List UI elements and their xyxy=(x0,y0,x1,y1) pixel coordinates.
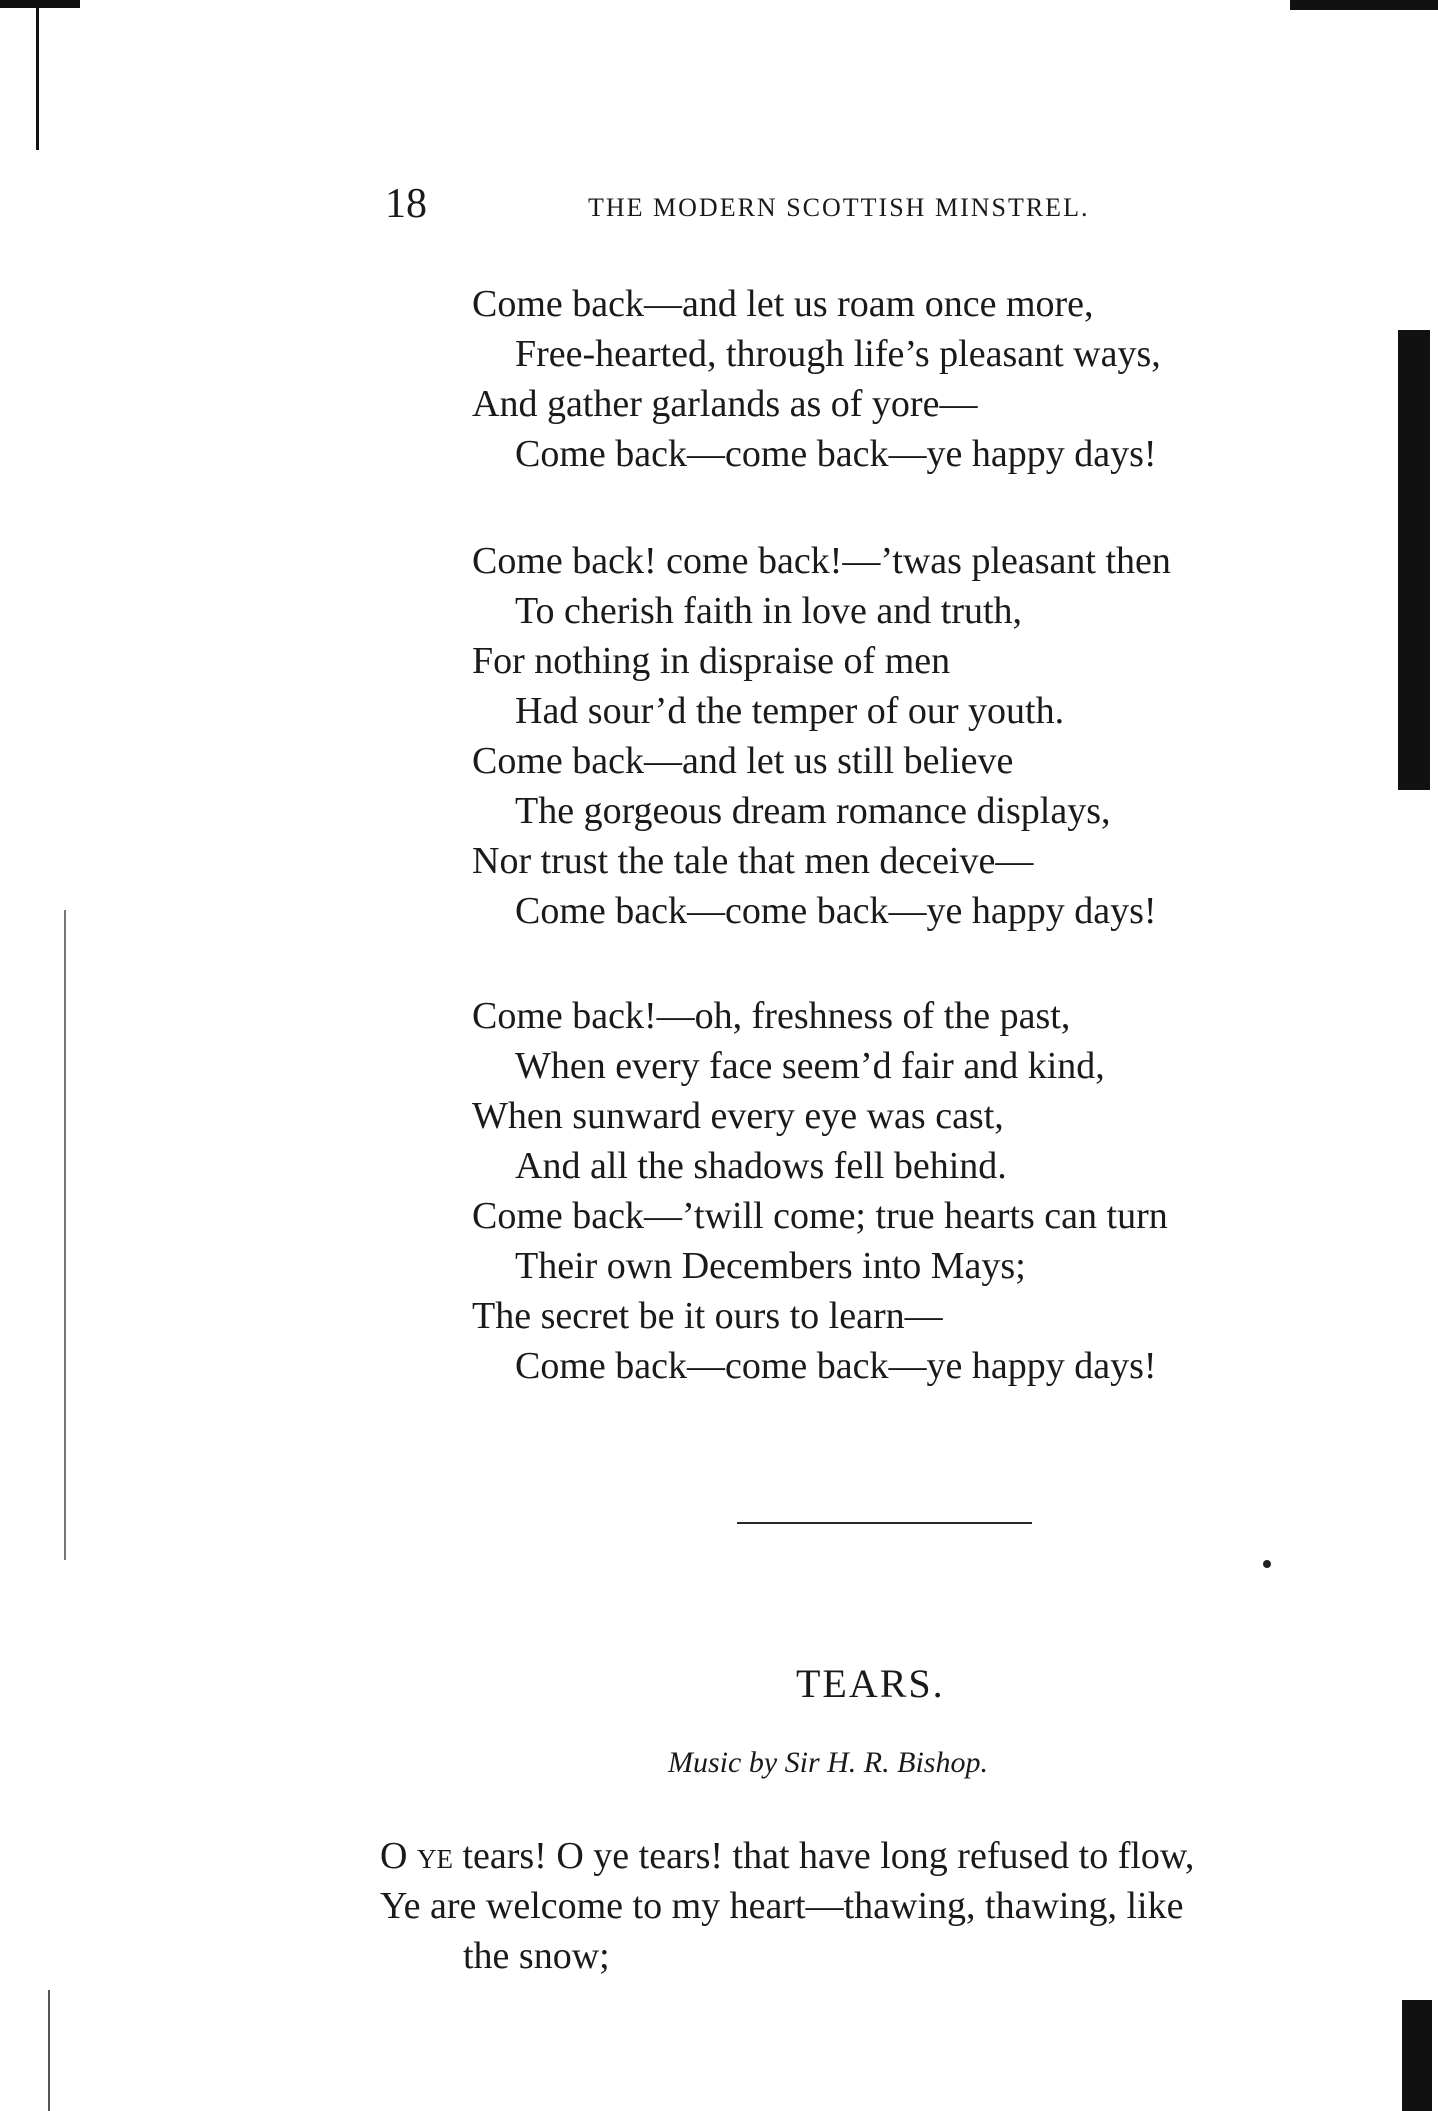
poem-line: Come back! come back!—’twas pleasant then xyxy=(472,540,1171,582)
poem-line: Free-hearted, through life’s pleasant ways, xyxy=(515,333,1161,375)
first-line-rest: tears! O ye tears! that have long refused to flow, xyxy=(462,1835,1195,1877)
poem-line: For nothing in dispraise of men xyxy=(472,640,951,682)
poem-line: Come back—come back—ye happy days! xyxy=(515,1345,1157,1387)
poem-line: Come back!—oh, freshness of the past, xyxy=(472,995,1071,1037)
scan-edge-left-line-3 xyxy=(48,1990,50,2111)
poem-line: Come back—’twill come; true hearts can turn xyxy=(472,1195,1168,1237)
poem-line: the snow; xyxy=(463,1935,610,1977)
poem-line: When every face seem’d fair and kind, xyxy=(515,1045,1105,1087)
poem-line: And all the shadows fell behind. xyxy=(515,1145,1007,1187)
page-number: 18 xyxy=(385,181,427,227)
initial-word: O xyxy=(380,1835,408,1877)
scan-edge-right-dark-1 xyxy=(1398,330,1430,790)
poem-line: Come back—come back—ye happy days! xyxy=(515,890,1157,932)
scan-edge-right-dark-2 xyxy=(1402,2000,1432,2111)
scan-edge-top-left xyxy=(0,0,80,8)
section-divider xyxy=(737,1522,1032,1524)
poem-line: Ye are welcome to my heart—thawing, thawing, like xyxy=(380,1885,1184,1927)
scan-edge-top-right xyxy=(1290,0,1438,10)
scan-edge-left-line xyxy=(36,0,39,150)
poem-line: When sunward every eye was cast, xyxy=(472,1095,1004,1137)
poem-line: To cherish faith in love and truth, xyxy=(515,590,1023,632)
poem-line: The gorgeous dream romance displays, xyxy=(515,790,1111,832)
poem-line: Come back—and let us roam once more, xyxy=(472,283,1094,325)
poem-line: Their own Decembers into Mays; xyxy=(515,1245,1026,1287)
poem-title: TEARS. xyxy=(796,1661,945,1706)
scan-speck xyxy=(1263,1560,1271,1568)
small-caps-word: ye xyxy=(416,1835,453,1877)
poem-first-line xyxy=(380,1833,1194,1879)
poem-line: Had sour’d the temper of our youth. xyxy=(515,690,1065,732)
poem-line: Nor trust the tale that men deceive— xyxy=(472,840,1034,882)
running-head: THE MODERN SCOTTISH MINSTREL. xyxy=(588,193,1090,222)
poem-line: And gather garlands as of yore— xyxy=(472,383,978,425)
poem-line: Come back—come back—ye happy days! xyxy=(515,433,1157,475)
poem-line: The secret be it ours to learn— xyxy=(472,1295,943,1337)
music-credit: Music by Sir H. R. Bishop. xyxy=(668,1746,988,1779)
scan-edge-left-line-2 xyxy=(64,910,66,1560)
poem-line: Come back—and let us still believe xyxy=(472,740,1014,782)
